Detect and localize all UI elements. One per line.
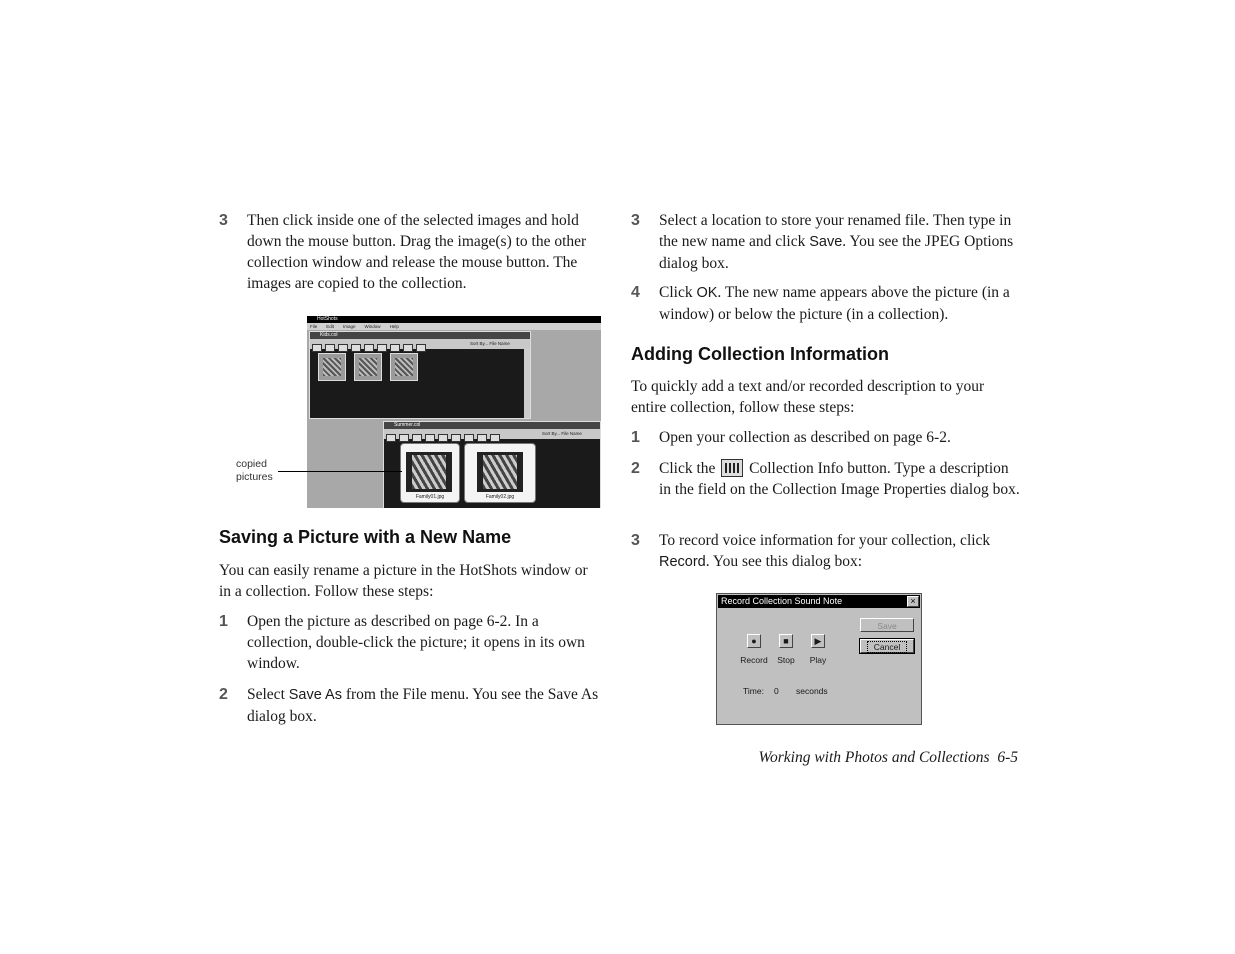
step-text-post: . The new name appears above the picture (in a window) or below the picture (in a collection).	[659, 284, 1010, 323]
time-value: 0	[774, 686, 779, 696]
step-text-pre: To record voice information for your collection, click	[659, 532, 991, 549]
step-number: 2	[219, 686, 228, 703]
sort-label: Sort By... File Name	[470, 341, 510, 346]
step-text	[659, 458, 1021, 500]
record-sound-note-dialog	[716, 593, 922, 725]
step-2-save-as	[219, 684, 603, 727]
step-number: 3	[219, 212, 228, 229]
dialog-title-text: Record Collection Sound Note	[721, 596, 843, 606]
step-text	[659, 282, 1021, 325]
step-2-collection-info	[631, 458, 1021, 500]
step-4-click-ok	[631, 282, 1021, 325]
app-title-bar: HotShots	[307, 316, 601, 323]
window-2-toolbar	[384, 429, 600, 439]
stop-button[interactable]	[779, 634, 793, 648]
thumbnail	[354, 353, 382, 381]
step-text-pre: Click	[659, 284, 697, 301]
record-button[interactable]	[747, 634, 761, 648]
step-number: 1	[219, 613, 228, 630]
step-text	[659, 530, 1021, 573]
menu-edit: Edit	[326, 324, 335, 329]
step-text-post: Collection Info button. Type a description in the field on the Collection Image Properties dialog box.	[659, 460, 1020, 498]
step-1-open-collection	[631, 427, 1021, 448]
copied-picture-card	[464, 443, 536, 503]
time-unit: seconds	[796, 686, 828, 696]
figure-callout	[236, 458, 273, 484]
play-button[interactable]	[811, 634, 825, 648]
copied-picture-card	[400, 443, 460, 503]
step-number: 4	[631, 284, 640, 301]
step-text-pre: Click the	[659, 460, 720, 477]
time-label: Time:	[743, 686, 764, 696]
page-number: 6-5	[997, 749, 1018, 766]
hotshots-screenshot-figure	[307, 316, 601, 508]
step-text: Open the picture as described on page 6-2. In a collection, double-click the picture; it opens in its own window.	[247, 613, 585, 672]
callout-line-2: pictures	[236, 471, 273, 483]
section-intro: To quickly add a text and/or recorded description to your entire collection, follow these steps:	[631, 378, 985, 416]
step-text	[659, 210, 1021, 274]
play-label: Play	[809, 655, 827, 665]
ui-term-ok: OK	[696, 285, 718, 301]
step-number: 2	[631, 460, 640, 477]
save-button[interactable]: Save	[860, 618, 914, 632]
menu-image: Image	[343, 324, 356, 329]
card-caption: Family02.jpg	[485, 494, 515, 500]
step-1-open	[219, 611, 603, 674]
step-number: 1	[631, 429, 640, 446]
cancel-button[interactable]	[860, 639, 914, 653]
window-2-title: Summer.col	[384, 422, 600, 429]
stop-label: Stop	[777, 655, 795, 665]
record-label: Record	[740, 655, 768, 665]
section-heading-collection-info: Adding Collection Information	[631, 344, 889, 364]
thumbnail	[318, 353, 346, 381]
step-number: 3	[631, 212, 640, 229]
footer-chapter-title: Working with Photos and Collections	[758, 749, 990, 766]
cancel-label: Cancel	[867, 641, 907, 653]
ui-term-save: Save	[809, 234, 843, 250]
step-3-drag	[219, 210, 603, 294]
collection-window-2	[383, 421, 601, 508]
step-3-record	[631, 530, 1021, 573]
ui-term-save-as: Save As	[288, 687, 342, 703]
step-text-pre: Select a location to store your renamed file. Then type in the new name and click	[659, 212, 1012, 250]
step-text: Then click inside one of the selected images and hold down the mouse button. Drag the image(s) to the other collection window and release the mouse button. The images are copied to the collection.	[247, 212, 587, 292]
menu-window: Window	[364, 324, 381, 329]
callout-leader-line	[278, 471, 402, 472]
step-text-pre: Select	[247, 686, 289, 703]
window-1-toolbar	[310, 339, 530, 349]
stop-icon: ■	[783, 636, 789, 646]
step-text-post: . You see this dialog box:	[705, 553, 863, 570]
window-1-title: Kids.col	[310, 332, 530, 339]
play-icon: ▶	[814, 636, 822, 646]
step-text: Open your collection as described on page 6-2.	[659, 429, 951, 446]
menu-help: Help	[389, 324, 399, 329]
card-caption: Family01.jpg	[415, 494, 445, 500]
step-text-post: . You see the JPEG Options dialog box.	[659, 233, 1014, 272]
sort-label: Sort By... File Name	[542, 431, 582, 436]
section-intro: You can easily rename a picture in the HotShots window or in a collection. Follow these steps:	[219, 562, 588, 600]
callout-line-1: copied	[236, 458, 267, 470]
app-menu-bar	[307, 323, 601, 330]
section-heading-save-name: Saving a Picture with a New Name	[219, 527, 512, 547]
collection-info-icon	[721, 459, 743, 477]
close-icon[interactable]: ×	[907, 596, 919, 607]
scrollbar	[524, 349, 530, 418]
step-3-select-location	[631, 210, 1021, 274]
menu-file: File	[310, 324, 318, 329]
ui-term-record: Record	[659, 554, 706, 570]
record-icon: ●	[751, 636, 757, 646]
step-text-post: from the File menu. You see the Save As dialog box.	[247, 686, 599, 725]
thumbnail	[390, 353, 418, 381]
collection-window-1	[309, 331, 531, 419]
page-footer	[700, 749, 1018, 767]
step-text	[247, 684, 603, 727]
dialog-title	[718, 595, 920, 608]
step-number: 3	[631, 532, 640, 549]
